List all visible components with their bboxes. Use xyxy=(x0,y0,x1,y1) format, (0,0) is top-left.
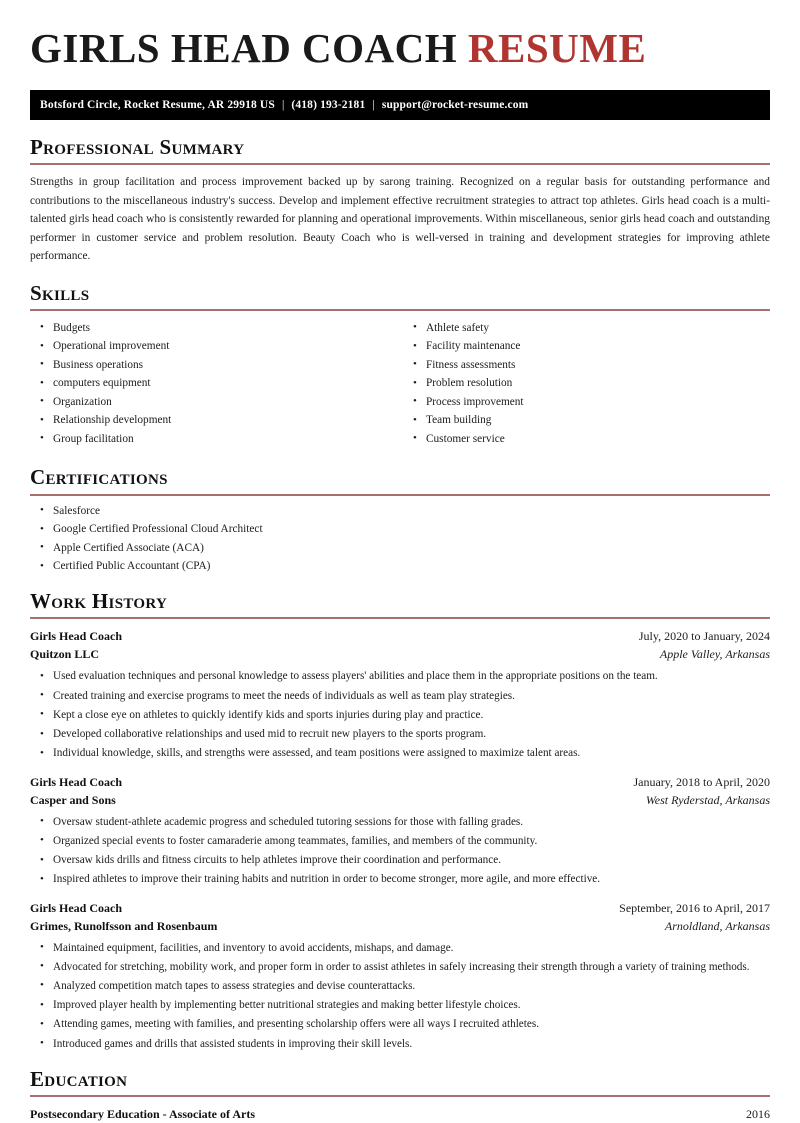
job-location: West Ryderstad, Arkansas xyxy=(645,792,770,807)
contact-line xyxy=(40,99,528,111)
list-item: • Process improvement xyxy=(400,395,770,410)
list-item: • Advocated for stretching, mobility work, and proper form in order to assist athletes in safely increasing their strength through a variety of training methods. xyxy=(30,960,770,975)
list-item: • Individual knowledge, skills, and strengths were assessed, and team positions were assigned to maximize talent areas. xyxy=(30,746,770,761)
contact-address: Botsford Circle, Rocket Resume, AR 29918 US xyxy=(40,99,275,112)
job-company: Casper and Sons xyxy=(30,792,116,807)
work-history-entry xyxy=(30,899,770,1052)
certifications-list xyxy=(30,504,770,575)
section-education xyxy=(30,1067,770,1123)
contact-phone: (418) 193-2181 xyxy=(291,99,366,112)
work-history-entry xyxy=(30,627,770,761)
section-heading-certifications: Certifications xyxy=(30,465,168,490)
list-item: • Organized special events to foster camaraderie among teammates, families, and members of the community. xyxy=(30,834,770,849)
job-title-row xyxy=(30,773,770,791)
list-item: • Business operations xyxy=(30,358,400,373)
section-certifications xyxy=(30,465,770,574)
section-heading-education: Education xyxy=(30,1066,128,1091)
section-rule-education xyxy=(30,1095,770,1097)
job-title-row xyxy=(30,627,770,645)
list-item: • Kept a close eye on athletes to quickly identify kids and sports injuries during play and practice. xyxy=(30,708,770,723)
contact-separator-2: | xyxy=(372,99,375,112)
job-title: Girls Head Coach xyxy=(30,900,122,915)
section-rule-work-history xyxy=(30,617,770,619)
job-duties-list xyxy=(30,941,770,1052)
education-year: 2016 xyxy=(746,1107,770,1122)
list-item: • Oversaw kids drills and fitness circuits to help athletes improve their coordination and performance. xyxy=(30,853,770,868)
section-professional-summary xyxy=(30,135,770,266)
job-company-row xyxy=(30,645,770,663)
page-title-accent: RESUME xyxy=(467,25,647,71)
list-item: • Created training and exercise programs to meet the needs of individuals as well as team play strategies. xyxy=(30,689,770,704)
job-location: Arnoldland, Arkansas xyxy=(664,918,770,933)
list-item: • Customer service xyxy=(400,432,770,447)
list-item: • Fitness assessments xyxy=(400,358,770,373)
list-item: • Inspired athletes to improve their training habits and nutrition in order to become stronger, more agile, and more effective. xyxy=(30,872,770,887)
list-item: • computers equipment xyxy=(30,376,400,391)
section-heading-work-history: Work History xyxy=(30,589,168,614)
list-item: • Oversaw student-athlete academic progress and scheduled tutoring sessions for those with falling grades. xyxy=(30,815,770,830)
section-heading-summary: Professional Summary xyxy=(30,135,245,160)
education-degree: Postsecondary Education - Associate of Arts xyxy=(30,1107,255,1122)
list-item: • Budgets xyxy=(30,321,400,336)
skills-columns xyxy=(30,319,770,451)
list-item: • Certified Public Accountant (CPA) xyxy=(30,559,770,574)
job-company-row xyxy=(30,791,770,809)
skills-list-left xyxy=(30,321,400,451)
contact-bar xyxy=(30,90,770,120)
job-company: Quitzon LLC xyxy=(30,647,100,662)
page-title xyxy=(30,0,770,72)
section-skills xyxy=(30,281,770,451)
education-entry xyxy=(30,1105,770,1123)
list-item: • Athlete safety xyxy=(400,321,770,336)
job-dates: January, 2018 to April, 2020 xyxy=(633,774,770,789)
job-company-row xyxy=(30,917,770,935)
list-item: • Relationship development xyxy=(30,413,400,428)
job-dates: July, 2020 to January, 2024 xyxy=(638,629,770,644)
list-item: • Organization xyxy=(30,395,400,410)
job-title-row xyxy=(30,899,770,917)
job-title: Girls Head Coach xyxy=(30,774,122,789)
list-item: • Introduced games and drills that assisted students in improving their skill levels. xyxy=(30,1037,770,1052)
list-item: • Team building xyxy=(400,413,770,428)
list-item: • Google Certified Professional Cloud Architect xyxy=(30,522,770,537)
summary-text: Strengths in group facilitation and process improvement backed up by sarong training. Recognized on a regular basis for outstanding performance and contributions to the miscellaneous industry's success. Develop and implement effective recruitment strategies to attract top athletes. Girls head coach is a multi-talented girls head coach who is consistently rewarded for planning and operational improvements. Within miscellaneous, senior girls head coach and outstanding performer in customer service and problem resolution. Beauty Coach who is well-versed in training and development strategies for improving athlete performance. xyxy=(30,176,770,263)
work-history-entry xyxy=(30,773,770,888)
list-item: • Analyzed competition match tapes to assess strategies and devise counterattacks. xyxy=(30,979,770,994)
section-rule-skills xyxy=(30,309,770,311)
list-item: • Apple Certified Associate (ACA) xyxy=(30,541,770,556)
section-work-history xyxy=(30,589,770,1052)
list-item: • Attending games, meeting with families, and presenting scholarship offers were all ways I recruited athletes. xyxy=(30,1017,770,1032)
list-item: • Facility maintenance xyxy=(400,339,770,354)
list-item: • Group facilitation xyxy=(30,432,400,447)
list-item: • Developed collaborative relationships and used mid to recruit new players to the sports program. xyxy=(30,727,770,742)
contact-email: support@rocket-resume.com xyxy=(381,99,529,112)
job-duties-list xyxy=(30,669,770,761)
list-item: • Operational improvement xyxy=(30,339,400,354)
job-dates: September, 2016 to April, 2017 xyxy=(619,900,770,915)
job-title: Girls Head Coach xyxy=(30,629,122,644)
education-degree-row xyxy=(30,1105,770,1123)
section-rule-certifications xyxy=(30,494,770,496)
job-duties-list xyxy=(30,815,770,888)
list-item: • Salesforce xyxy=(30,504,770,519)
job-company: Grimes, Runolfsson and Rosenbaum xyxy=(30,918,218,933)
list-item: • Used evaluation techniques and personal knowledge to assess players' abilities and place them in the appropriate positions on the team. xyxy=(30,669,770,684)
list-item: • Problem resolution xyxy=(400,376,770,391)
page-title-main: GIRLS HEAD COACH xyxy=(30,25,468,71)
skills-list-right xyxy=(400,321,770,451)
section-rule-summary xyxy=(30,163,770,165)
contact-separator-1: | xyxy=(281,99,285,112)
list-item: • Maintained equipment, facilities, and inventory to avoid accidents, mishaps, and damage. xyxy=(30,941,770,956)
section-heading-skills: Skills xyxy=(30,280,90,305)
list-item: • Improved player health by implementing better nutritional strategies and making better lifestyle choices. xyxy=(30,998,770,1013)
job-location: Apple Valley, Arkansas xyxy=(659,647,770,662)
